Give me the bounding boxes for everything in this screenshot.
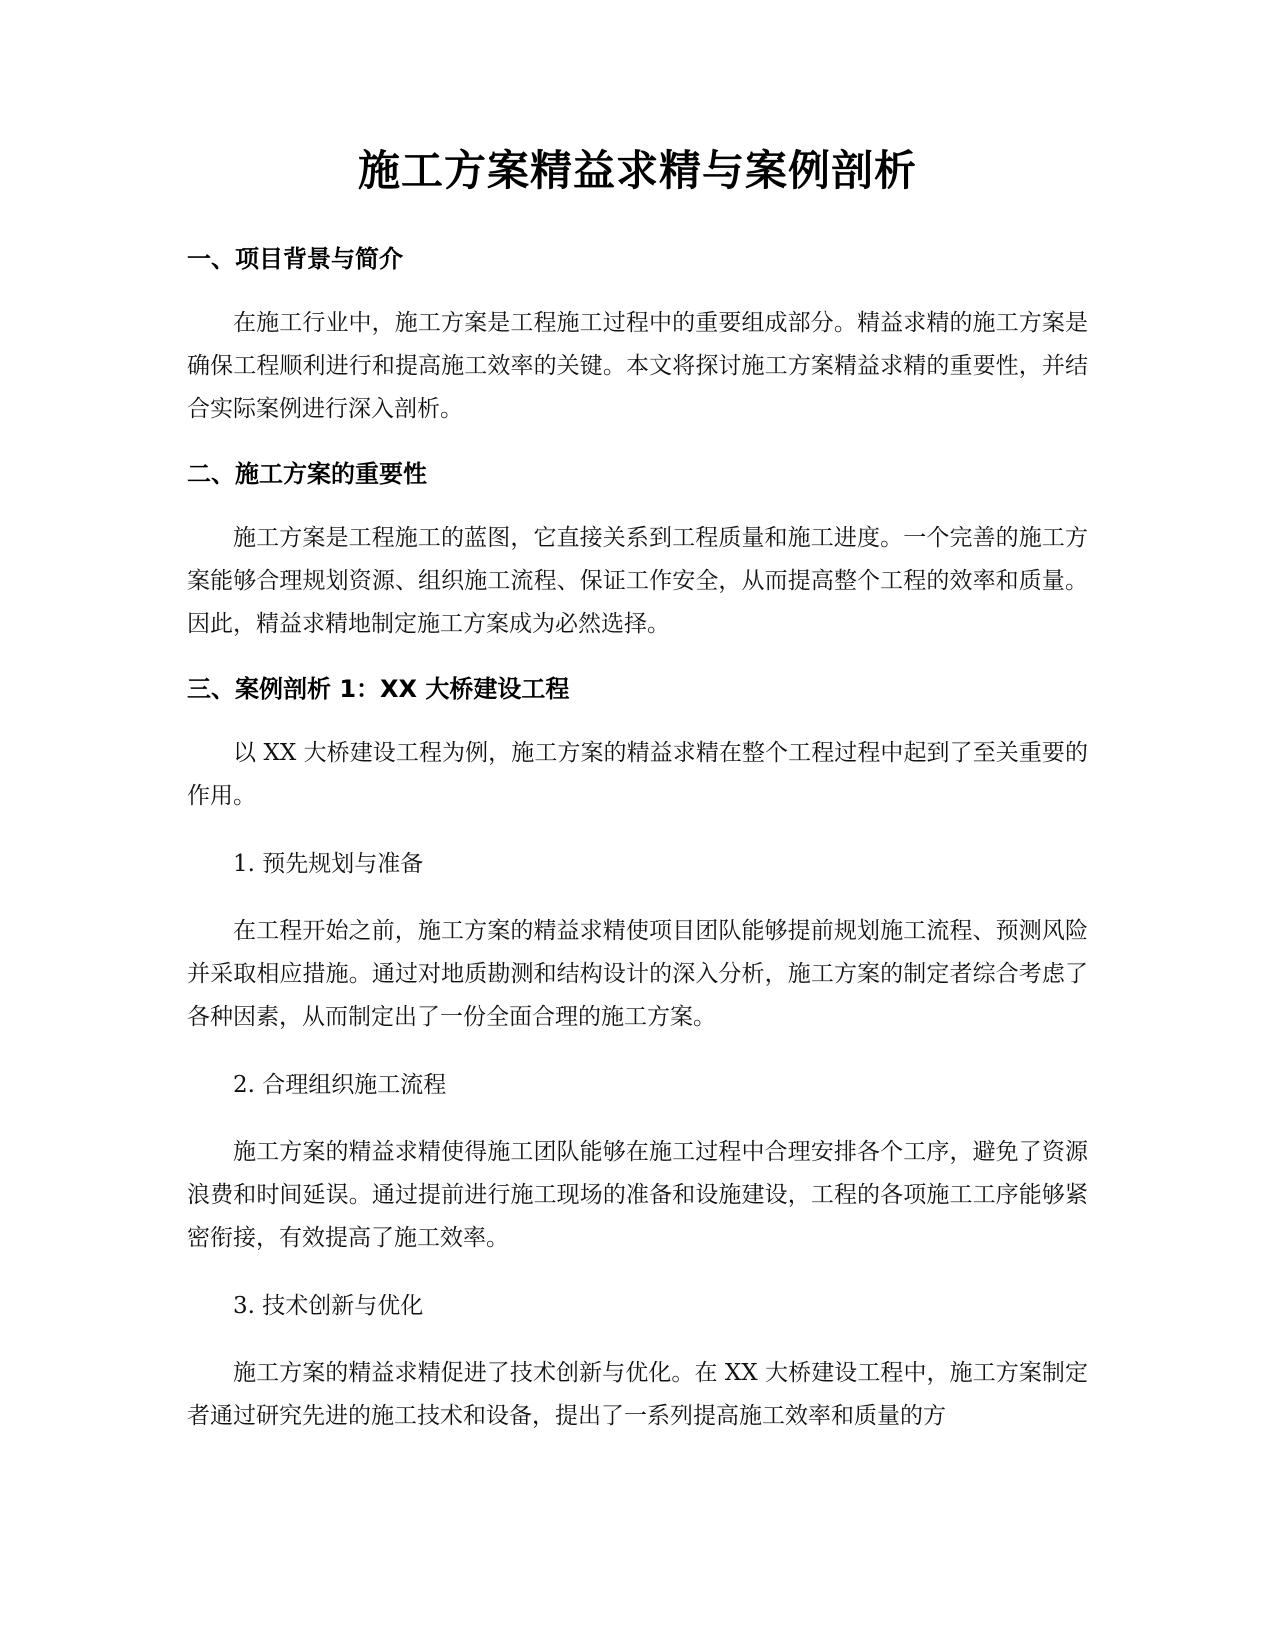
case-item-paragraph-planning: 在工程开始之前，施工方案的精益求精使项目团队能够提前规划施工流程、预测风险并采取相应措施。通过对地质勘测和结构设计的深入分析，施工方案的制定者综合考虑了各种因素，从而制定出了一份全面合理的施工方案。 bbox=[187, 918, 1088, 1030]
section-paragraph-background: 在施工行业中，施工方案是工程施工过程中的重要组成部分。精益求精的施工方案是确保工程顺利进行和提高施工效率的关键。本文将探讨施工方案精益求精的重要性，并结合实际案例进行深入剖析。 bbox=[187, 310, 1088, 422]
section-heading-importance: 二、施工方案的重要性 bbox=[187, 460, 427, 488]
case-item-paragraph-organization: 施工方案的精益求精使得施工团队能够在施工过程中合理安排各个工序，避免了资源浪费和时间延误。通过提前进行施工现场的准备和设施建设，工程的各项施工工序能够紧密衔接，有效提高了施工效率。 bbox=[187, 1139, 1088, 1251]
case-item-label-planning: 1. 预先规划与准备 bbox=[233, 851, 424, 877]
section-paragraph-importance: 施工方案是工程施工的蓝图，它直接关系到工程质量和施工进度。一个完善的施工方案能够合理规划资源、组织施工流程、保证工作安全，从而提高整个工程的效率和质量。因此，精益求精地制定施工方案成为必然选择。 bbox=[187, 525, 1088, 637]
case-item-label-innovation: 3. 技术创新与优化 bbox=[233, 1293, 424, 1319]
document-title: 施工方案精益求精与案例剖析 bbox=[357, 146, 917, 195]
section-paragraph-case-intro: 以 XX 大桥建设工程为例，施工方案的精益求精在整个工程过程中起到了至关重要的作用。 bbox=[187, 740, 1088, 809]
section-heading-case-study: 三、案例剖析 1：XX 大桥建设工程 bbox=[187, 675, 570, 703]
case-item-label-organization: 2. 合理组织施工流程 bbox=[233, 1072, 447, 1098]
case-item-paragraph-innovation: 施工方案的精益求精促进了技术创新与优化。在 XX 大桥建设工程中，施工方案制定者通过研究先进的施工技术和设备，提出了一系列提高施工效率和质量的方 bbox=[187, 1360, 1088, 1429]
section-heading-background: 一、项目背景与简介 bbox=[187, 245, 403, 273]
document-content bbox=[187, 140, 1088, 1464]
